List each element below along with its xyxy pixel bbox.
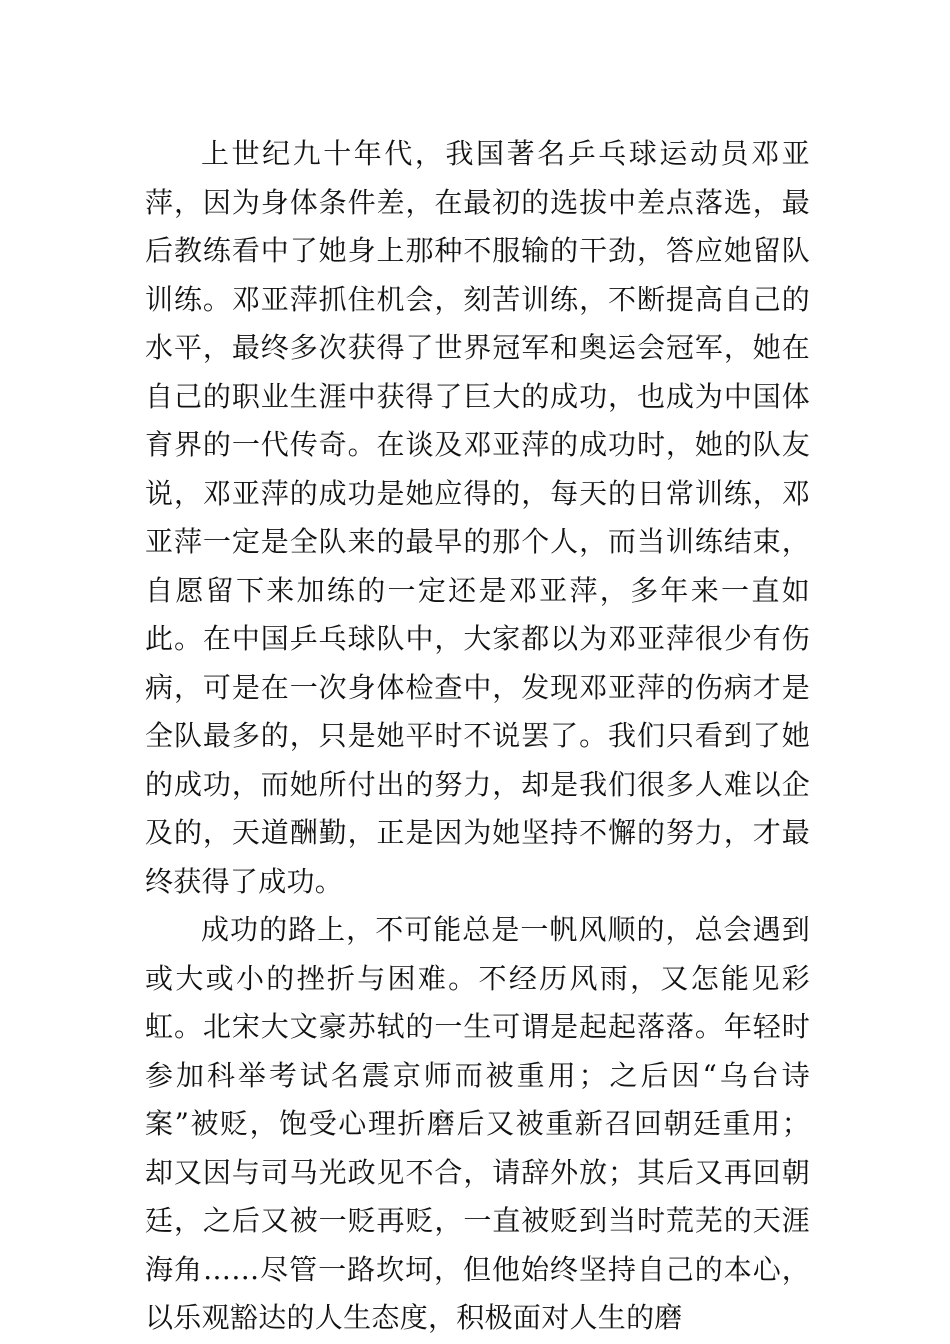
paragraph-1: 上世纪九十年代，我国著名乒乓球运动员邓亚萍，因为身体条件差，在最初的选拔中差点落选，最后教练看中了她身上那种不服输的干劲，答应她留队训练。邓亚萍抓住机会，刻苦训练，不断提高自己的水平，最终多次获得了世界冠军和奥运会冠军，她在自己的职业生涯中获得了巨大的成功，也成为中国体育界的一代传奇。在谈及邓亚萍的成功时，她的队友说，邓亚萍的成功是她应得的，每天的日常训练，邓亚萍一定是全队来的最早的那个人，而当训练结束，自愿留下来加练的一定还是邓亚萍，多年来一直如此。在中国乒乓球队中，大家都以为邓亚萍很少有伤病，可是在一次身体检查中，发现邓亚萍的伤病才是全队最多的，只是她平时不说罢了。我们只看到了她的成功，而她所付出的努力，却是我们很多人难以企及的，天道酬勤，正是因为她坚持不懈的努力，才最终获得了成功。	[145, 137, 810, 898]
document-body	[145, 130, 810, 1343]
paragraph-2: 成功的路上，不可能总是一帆风顺的，总会遇到或大或小的挫折与困难。不经历风雨，又怎能见彩虹。北宋大文豪苏轼的一生可谓是起起落落。年轻时参加科举考试名震京师而被重用；之后因“乌台诗案”被贬，饱受心理折磨后又被重新召回朝廷重用；却又因与司马光政见不合，请辞外放；其后又再回朝廷，之后又被一贬再贬，一直被贬到当时荒芜的天涯海角……尽管一路坎坷，但他始终坚持自己的本心，以乐观豁达的人生态度，积极面对人生的磨	[145, 913, 810, 1334]
